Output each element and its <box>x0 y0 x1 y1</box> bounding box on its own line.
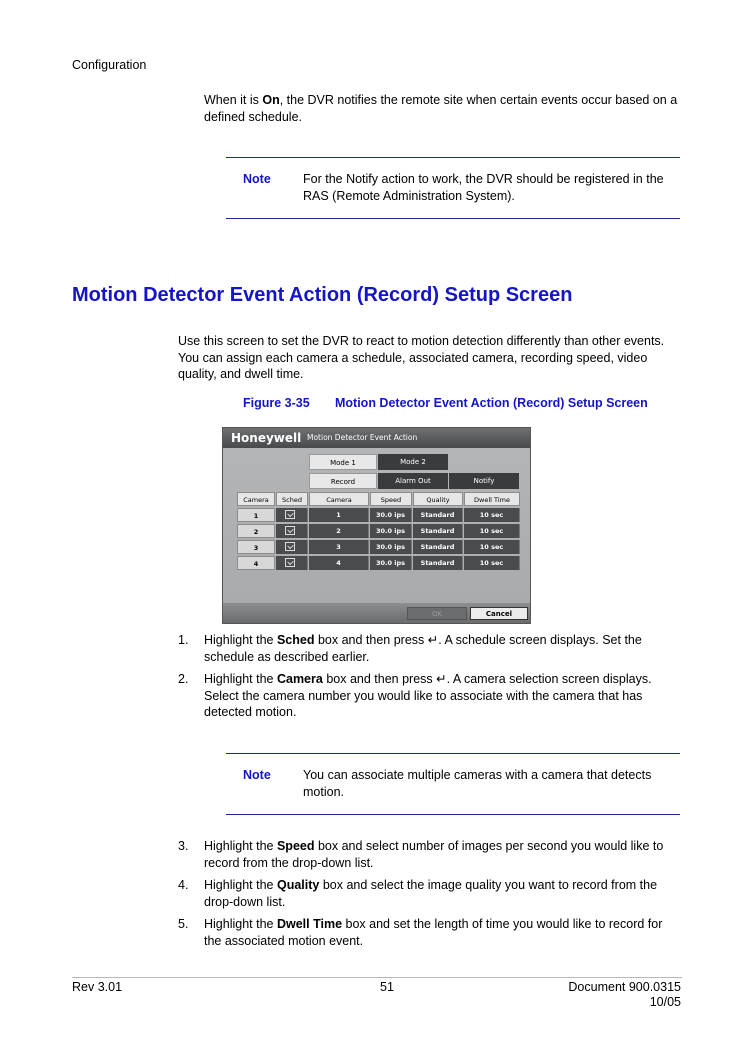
step-text-post: box and select number of images per second you would like to record from the drop-down list. <box>204 839 664 870</box>
step-text-post: box and select the image quality you want to record from the drop-down list. <box>204 878 658 909</box>
step-text-bold: Camera <box>276 672 323 686</box>
section-title: Motion Detector Event Action (Record) Setup Screen <box>72 284 573 306</box>
col-header-quality: Quality <box>413 492 463 506</box>
step-text <box>204 838 682 871</box>
honeywell-logo: Honeywell <box>231 431 302 445</box>
step-text-bold: Sched <box>276 633 315 647</box>
col-header-assoc-camera: Camera <box>309 492 369 506</box>
section-intro: Use this screen to set the DVR to react to motion detection differently than other events. You can assign each camera a schedule, associated camera, recording speed, video quality, and dwell time. <box>178 334 665 381</box>
step-text-pre: Highlight the <box>204 839 277 853</box>
step-number: 1. <box>178 633 189 647</box>
sched-cell[interactable] <box>276 540 308 554</box>
col-header-dwell-time: Dwell Time <box>464 492 520 506</box>
row-camera-label: 4 <box>237 556 275 570</box>
sched-cell[interactable] <box>276 524 308 538</box>
col-header-camera: Camera <box>237 492 275 506</box>
row-camera-label: 1 <box>237 508 275 522</box>
step-text-post: box and set the length of time you would like to record for the associated motion event. <box>204 917 663 948</box>
step-number: 4. <box>178 878 189 892</box>
figure-number: Figure 3-35 <box>243 396 310 410</box>
speed-cell[interactable]: 30.0 ips <box>370 524 412 538</box>
note-label: Note <box>243 172 271 186</box>
assoc-camera-cell[interactable]: 3 <box>309 540 369 554</box>
dwell-time-cell[interactable]: 10 sec <box>464 508 520 522</box>
row-camera-label: 2 <box>237 524 275 538</box>
step-text-post: box and then press ↵. A camera selection screen displays. Select the camera number you would like to associate with the camera that has detected motion. <box>204 672 652 719</box>
step-text <box>204 916 682 949</box>
tab-record[interactable]: Record <box>309 473 377 489</box>
dwell-time-cell[interactable]: 10 sec <box>464 524 520 538</box>
footer-date: 10/05 <box>649 995 681 1009</box>
footer-rule <box>72 977 682 978</box>
speed-cell[interactable]: 30.0 ips <box>370 556 412 570</box>
note-label: Note <box>243 768 271 782</box>
step-text-post: box and then press ↵. A schedule screen displays. Set the schedule as described earlier. <box>204 633 642 664</box>
dvr-title-bar <box>223 428 530 448</box>
sched-cell[interactable] <box>276 508 308 522</box>
speed-cell[interactable]: 30.0 ips <box>370 540 412 554</box>
note-text: For the Notify action to work, the DVR should be registered in the RAS (Remote Administration System). <box>303 172 664 203</box>
intro-paragraph <box>204 92 682 125</box>
step-number: 5. <box>178 917 189 931</box>
quality-cell[interactable]: Standard <box>413 540 463 554</box>
tab-mode-1[interactable]: Mode 1 <box>309 454 377 470</box>
row-camera-label: 3 <box>237 540 275 554</box>
quality-cell[interactable]: Standard <box>413 556 463 570</box>
step-text <box>204 632 682 665</box>
step-text-bold: Dwell Time <box>276 917 343 931</box>
step-text <box>204 877 682 910</box>
intro-text-pre: When it is <box>204 93 263 107</box>
quality-cell[interactable]: Standard <box>413 508 463 522</box>
step-text-pre: Highlight the <box>204 917 277 931</box>
figure-caption: Motion Detector Event Action (Record) Setup Screen <box>335 396 648 410</box>
dwell-time-cell[interactable]: 10 sec <box>464 540 520 554</box>
assoc-camera-cell[interactable]: 4 <box>309 556 369 570</box>
cancel-button[interactable]: Cancel <box>470 607 528 620</box>
schedule-icon <box>285 558 295 567</box>
schedule-icon <box>285 510 295 519</box>
note-top-rule <box>226 157 680 158</box>
step-text <box>204 671 682 721</box>
tab-alarm-out[interactable]: Alarm Out <box>378 473 448 489</box>
intro-text-post: , the DVR notifies the remote site when certain events occur based on a defined schedule. <box>204 93 678 124</box>
intro-text-bold: On <box>262 93 280 107</box>
col-header-speed: Speed <box>370 492 412 506</box>
note-top-rule <box>226 753 680 754</box>
ok-button[interactable]: OK <box>407 607 467 620</box>
footer-document-number: Document 900.0315 <box>568 980 681 994</box>
tab-mode-2[interactable]: Mode 2 <box>378 454 448 470</box>
schedule-icon <box>285 526 295 535</box>
step-text-bold: Speed <box>276 839 315 853</box>
schedule-icon <box>285 542 295 551</box>
dvr-setup-screen <box>222 427 531 624</box>
dwell-time-cell[interactable]: 10 sec <box>464 556 520 570</box>
footer-revision: Rev 3.01 <box>72 980 123 994</box>
running-header: Configuration <box>72 58 147 72</box>
dvr-screen-title: Motion Detector Event Action <box>307 433 418 442</box>
note-text: You can associate multiple cameras with a camera that detects motion. <box>303 768 652 799</box>
step-text-pre: Highlight the <box>204 633 277 647</box>
quality-cell[interactable]: Standard <box>413 524 463 538</box>
assoc-camera-cell[interactable]: 2 <box>309 524 369 538</box>
col-header-sched: Sched <box>276 492 308 506</box>
sched-cell[interactable] <box>276 556 308 570</box>
note-bottom-rule <box>226 218 680 219</box>
page-number: 51 <box>380 980 394 994</box>
step-number: 2. <box>178 672 189 686</box>
speed-cell[interactable]: 30.0 ips <box>370 508 412 522</box>
note-bottom-rule <box>226 814 680 815</box>
tab-notify[interactable]: Notify <box>449 473 519 489</box>
assoc-camera-cell[interactable]: 1 <box>309 508 369 522</box>
step-number: 3. <box>178 839 189 853</box>
step-text-pre: Highlight the <box>204 878 277 892</box>
step-text-pre: Highlight the <box>204 672 277 686</box>
step-text-bold: Quality <box>276 878 320 892</box>
